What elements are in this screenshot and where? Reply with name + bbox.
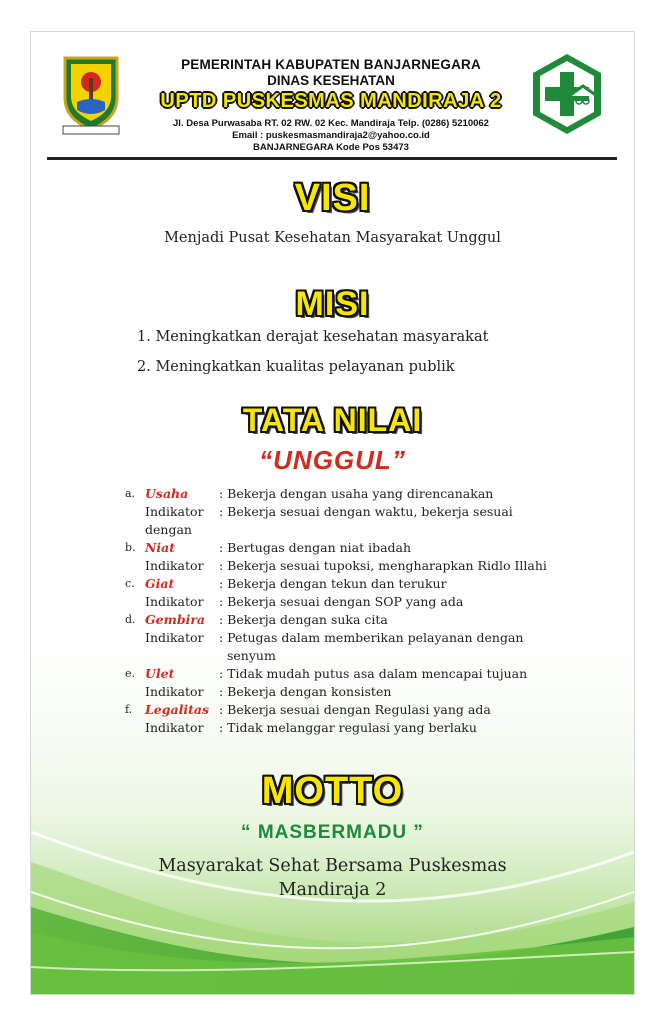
indikator-desc: : Bekerja sesuai dengan SOP yang ada — [219, 594, 464, 609]
value-letter: d. — [125, 613, 136, 626]
header-address: Jl. Desa Purwasaba RT. 02 RW. 02 Kec. Mandiraja Telp. (0286) 5210062 — [173, 118, 489, 129]
indikator-label: Indikator — [145, 594, 204, 609]
value-letter: a. — [125, 487, 136, 500]
value-desc: : Bekerja sesuai dengan Regulasi yang ada — [219, 702, 491, 717]
value-letter: b. — [125, 541, 136, 554]
value-letter: c. — [125, 577, 135, 590]
value-row — [125, 539, 545, 557]
value-name: Ulet — [145, 666, 175, 681]
value-letter: e. — [125, 667, 136, 680]
value-desc: : Bekerja dengan tekun dan terukur — [219, 576, 447, 591]
indikator-continuation — [125, 521, 545, 539]
value-name: Giat — [145, 576, 175, 591]
value-desc: : Bekerja dengan usaha yang direncanakan — [219, 486, 494, 501]
visi-text: Menjadi Pusat Kesehatan Masyarakat Unggul — [164, 230, 501, 246]
indikator-desc: : Petugas dalam memberikan pelayanan dengan — [219, 630, 524, 645]
visi-title: VISI — [294, 177, 371, 219]
value-name: Legalitas — [145, 702, 209, 717]
value-desc: : Tidak mudah putus asa dalam mencapai tujuan — [219, 666, 528, 681]
indikator-label: Indikator — [145, 720, 204, 735]
motto-name: “ MASBERMADU ” — [241, 822, 424, 843]
indikator-row — [125, 557, 545, 575]
header-government: PEMERINTAH KABUPATEN BANJARNEGARA — [181, 57, 481, 72]
misi-item: 2. Meningkatkan kualitas pelayanan publik — [137, 359, 455, 375]
indikator-desc: : Bekerja dengan konsisten — [219, 684, 392, 699]
value-name: Usaha — [145, 486, 189, 501]
indikator-continuation — [125, 647, 545, 665]
indikator-cont: senyum — [227, 648, 276, 663]
header-divider — [47, 157, 617, 160]
indikator-label: Indikator — [145, 504, 204, 519]
indikator-desc: : Bekerja sesuai dengan waktu, bekerja sesuai — [219, 504, 513, 519]
tata-nilai-title: TATA NILAI — [242, 402, 423, 438]
misi-list — [137, 329, 488, 389]
indikator-row — [125, 629, 545, 647]
tata-nilai-subtitle: “UNGGUL” — [259, 445, 406, 475]
indikator-label: Indikator — [145, 558, 204, 573]
value-letter: f. — [125, 703, 133, 716]
motto-line-2: Mandiraja 2 — [278, 880, 387, 900]
indikator-row — [125, 593, 545, 611]
motto-title: MOTTO — [261, 770, 404, 812]
value-row — [125, 665, 545, 683]
banjarnegara-crest-icon — [59, 52, 123, 136]
indikator-desc: : Tidak melanggar regulasi yang berlaku — [219, 720, 477, 735]
value-desc: : Bertugas dengan niat ibadah — [219, 540, 412, 555]
indikator-label: Indikator — [145, 684, 204, 699]
indikator-row — [125, 503, 545, 521]
puskesmas-cross-icon — [531, 52, 603, 136]
indikator-cont: dengan — [145, 522, 192, 537]
value-desc: : Bekerja dengan suka cita — [219, 612, 388, 627]
indikator-desc: : Bekerja sesuai tupoksi, mengharapkan Ridlo Illahi — [219, 558, 547, 573]
value-name: Niat — [145, 540, 176, 555]
motto-line-1: Masyarakat Sehat Bersama Puskesmas — [158, 856, 507, 876]
header-department: DINAS KESEHATAN — [267, 73, 395, 88]
indikator-label: Indikator — [145, 630, 204, 645]
poster — [30, 31, 635, 995]
header-city: BANJARNEGARA Kode Pos 53473 — [253, 142, 409, 153]
value-row — [125, 485, 545, 503]
value-name: Gembira — [145, 612, 206, 627]
value-row — [125, 701, 545, 719]
misi-item: 1. Meningkatkan derajat kesehatan masyarakat — [137, 329, 489, 345]
values-list — [125, 485, 545, 737]
header-email: Email : puskesmasmandiraja2@yahoo.co.id — [232, 130, 430, 141]
indikator-row — [125, 683, 545, 701]
letterhead — [31, 32, 634, 162]
value-row — [125, 575, 545, 593]
value-row — [125, 611, 545, 629]
header-institution: UPTD PUSKESMAS MANDIRAJA 2 — [160, 90, 502, 112]
indikator-row — [125, 719, 545, 737]
misi-title: MISI — [295, 285, 370, 323]
